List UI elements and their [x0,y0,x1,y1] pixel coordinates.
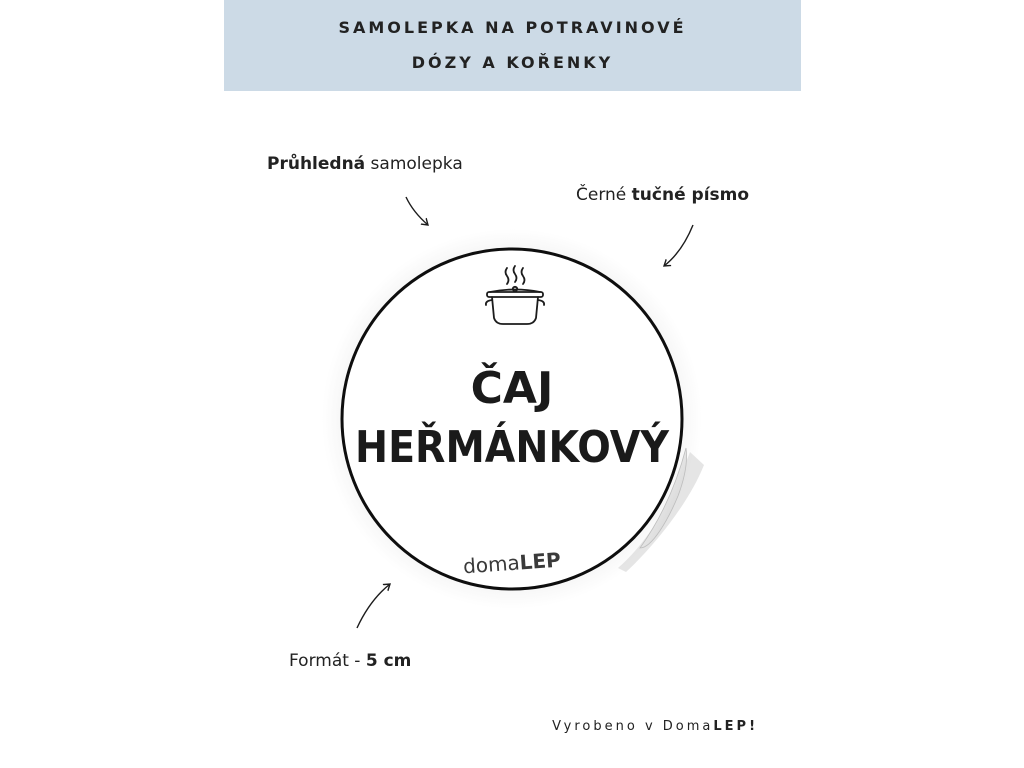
annotation-format-bold: 5 cm [365,651,412,671]
annotation-format-regular: Formát - [289,651,366,671]
sticker-circle [342,249,705,589]
footer-regular: Vyrobeno v Doma [552,719,714,734]
header-title-line-1: SAMOLEPKA NA POTRAVINOVÉ [338,18,687,37]
header-title-line-2: DÓZY A KOŘENKY [411,53,614,72]
annotation-transparent-rest: samolepka [365,154,463,174]
footer-credit [552,719,758,734]
arrow-to-sticker-size [357,584,390,628]
annotation-font-regular: Černé [576,185,632,205]
brand-regular: doma [462,550,521,579]
sticker-title-line-2: HEŘMÁNKOVÝ [355,422,705,473]
annotation-font-bold: tučné písmo [631,185,750,205]
arrow-to-sticker-text [664,225,693,266]
annotation-transparent-bold: Průhledná [267,154,366,174]
arrow-to-sticker-edge [406,197,428,225]
footer-bold: LEP! [713,719,758,734]
brand-bold: LEP [518,547,562,575]
sticker-title-line-1: ČAJ [470,363,554,414]
